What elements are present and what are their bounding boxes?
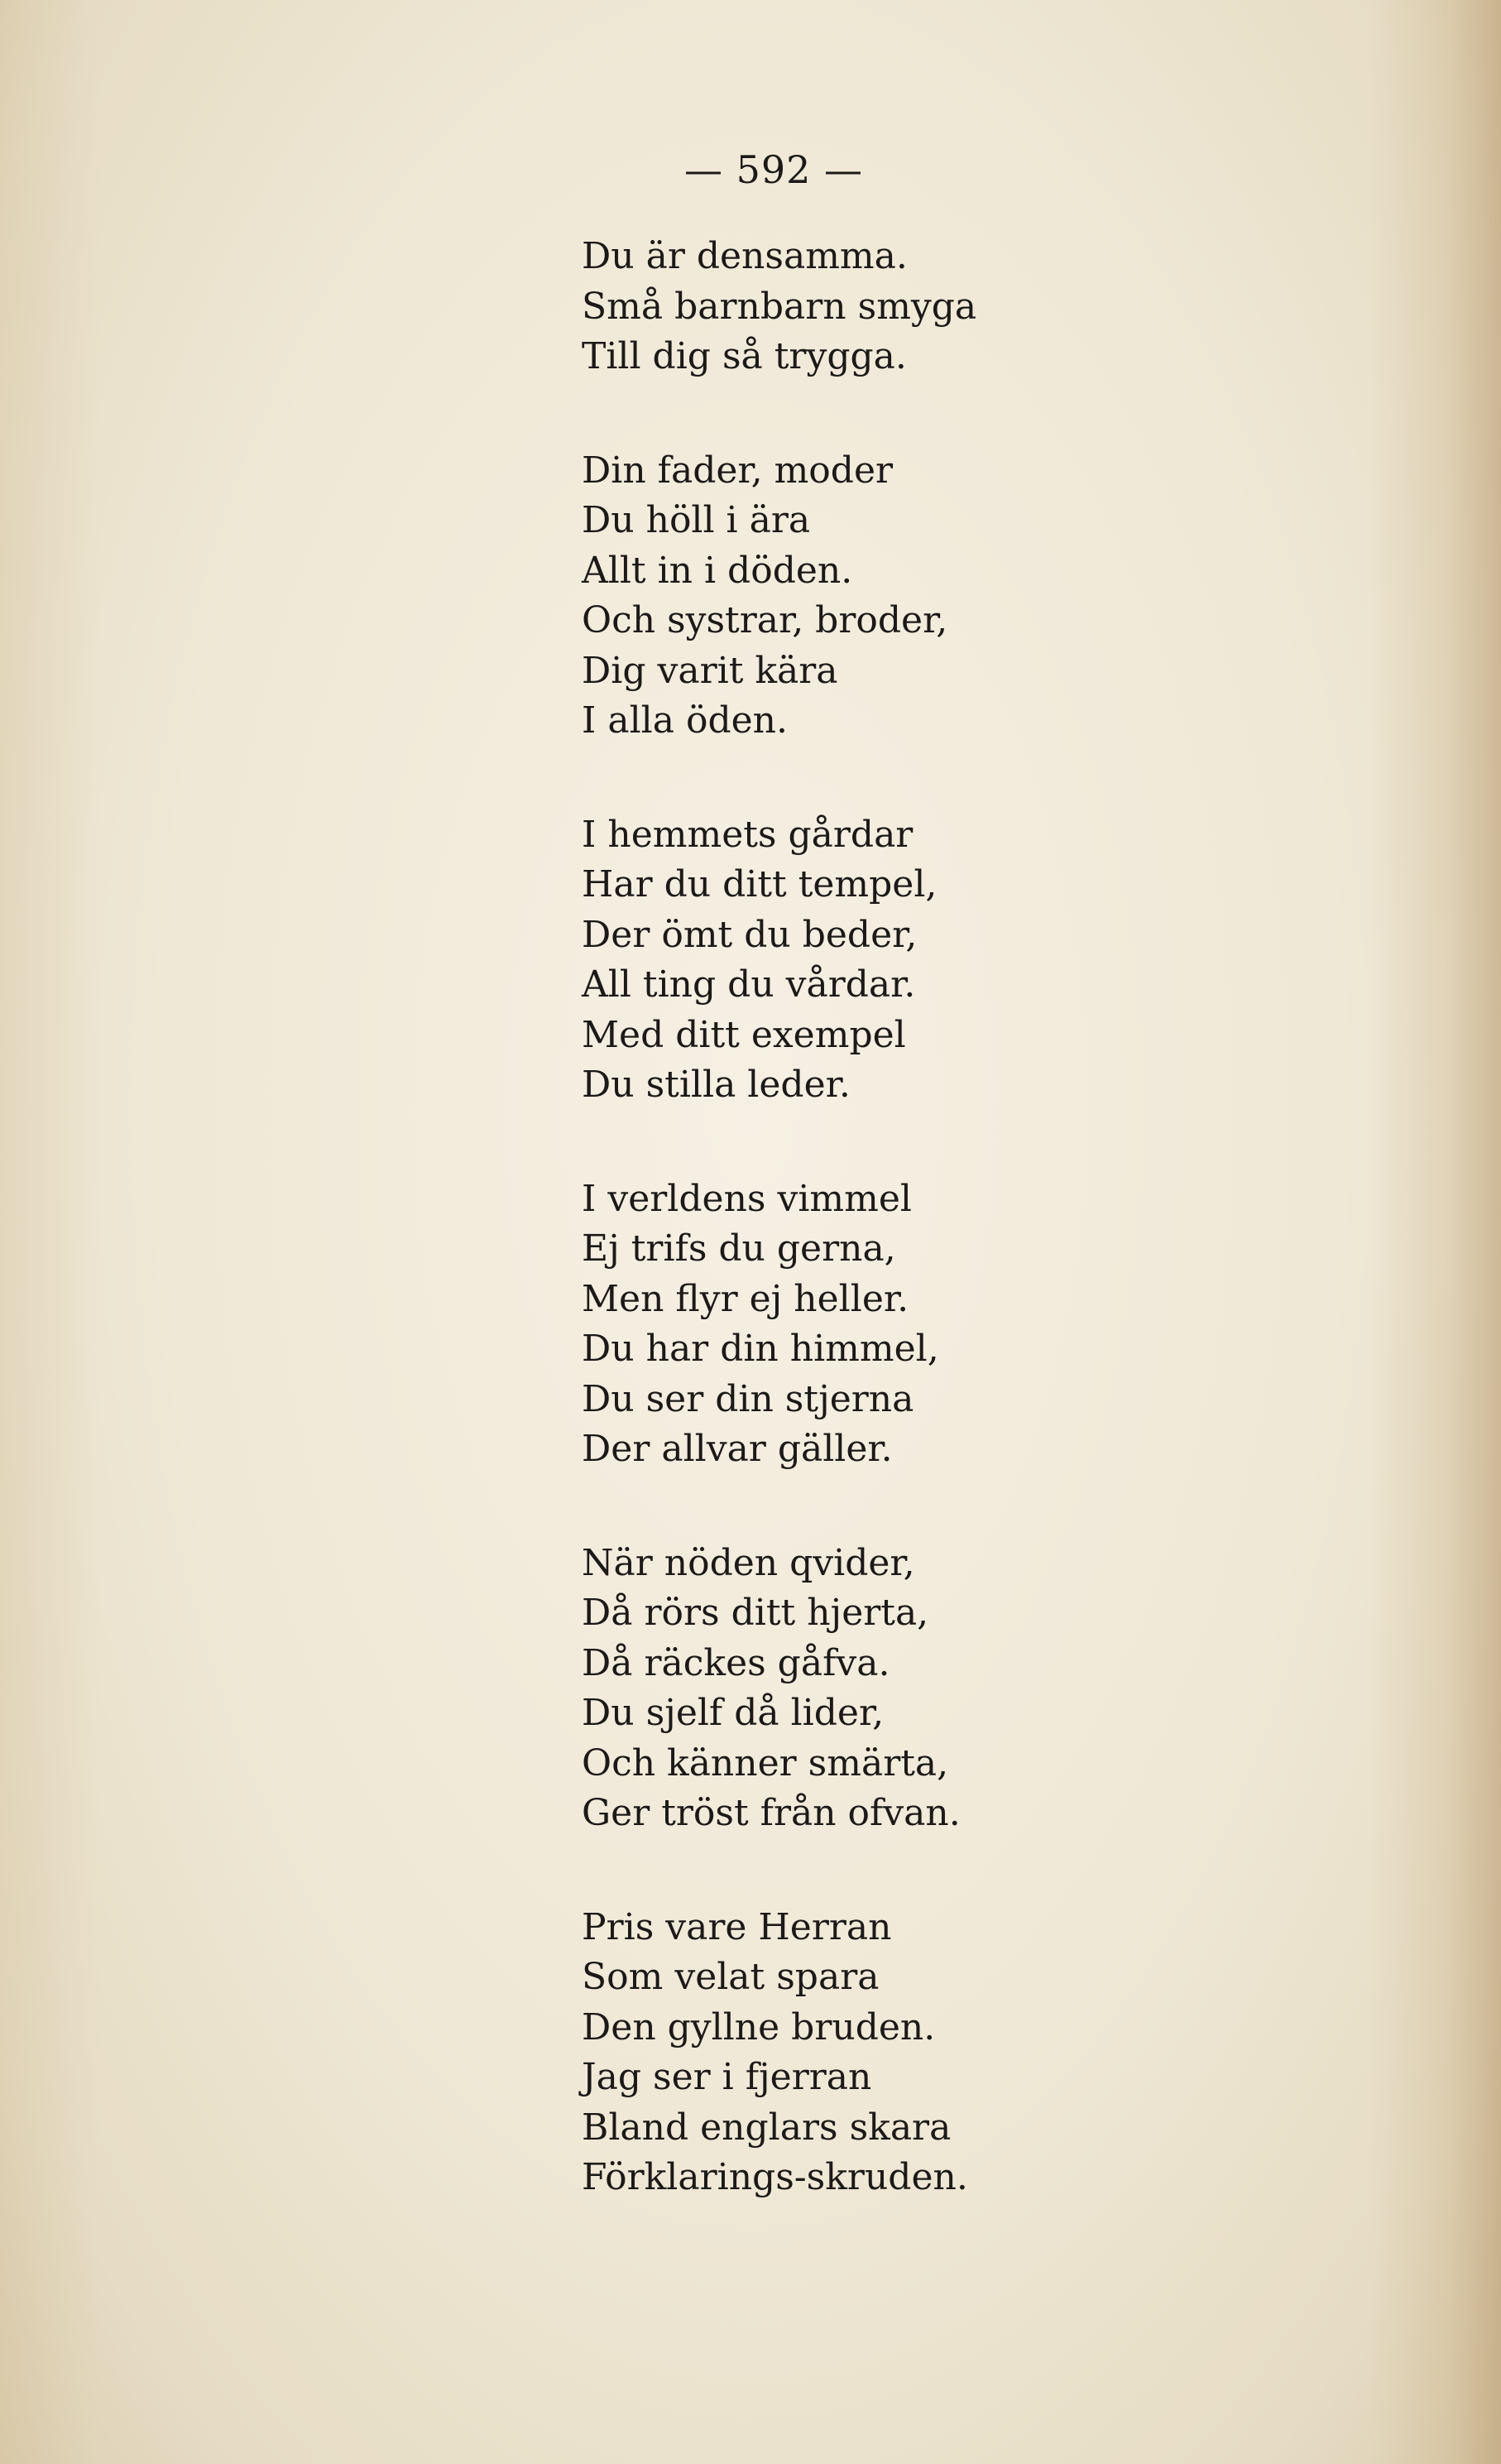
poem-line: Små barnbarn smyga — [582, 285, 977, 328]
poem-line: Ger tröst från ofvan. — [582, 1792, 961, 1834]
stanza-2 — [582, 446, 1409, 747]
poem-line: Din fader, moder — [582, 449, 894, 492]
poem-line: Den gyllne bruden. — [582, 2005, 936, 2049]
poem-line: Allt in i döden. — [582, 549, 853, 592]
poem — [582, 232, 1409, 2267]
page-number: — 592 — — [683, 147, 864, 192]
stanza-5 — [582, 1539, 1409, 1839]
poem-line: Der allvar gäller. — [582, 1428, 893, 1470]
stanza-4 — [582, 1174, 1409, 1475]
stanza-3 — [582, 810, 1409, 1111]
poem-line: I verldens vimmel — [582, 1177, 912, 1220]
poem-line: Som velat spara — [582, 1956, 880, 1998]
poem-line: Och systrar, broder, — [582, 599, 948, 641]
poem-line: Pris vare Herran — [582, 1905, 892, 1948]
poem-line: När nöden qvider, — [582, 1541, 915, 1584]
poem-line: Har du ditt tempel, — [582, 863, 938, 905]
poem-line: Du har din himmel, — [582, 1328, 939, 1370]
poem-line: Du ser din stjerna — [582, 1377, 914, 1420]
stanza-1 — [582, 232, 1409, 382]
poem-line: Jag ser i fjerran — [582, 2056, 872, 2098]
poem-line: Då rörs ditt hjerta, — [582, 1592, 929, 1634]
poem-line: Förklarings-skruden. — [582, 2156, 968, 2198]
page-edge-shadow-left — [0, 0, 99, 2464]
poem-line: Bland englars skara — [582, 2106, 952, 2149]
poem-line: Du är densamma. — [582, 235, 908, 277]
poem-line: Med ditt exempel — [582, 1013, 906, 1056]
poem-line: I alla öden. — [582, 699, 788, 742]
poem-line: Och känner smärta, — [582, 1741, 949, 1784]
poem-line: Dig varit kära — [582, 649, 838, 692]
poem-line: Du sjelf då lider, — [582, 1692, 885, 1734]
poem-line: Då räckes gåfva. — [582, 1641, 890, 1684]
stanza-6 — [582, 1903, 1409, 2203]
poem-line: All ting du vårdar. — [582, 963, 916, 1006]
poem-line: Till dig så trygga. — [582, 335, 907, 377]
poem-line: Ej trifs du gerna, — [582, 1227, 896, 1270]
poem-line: Du stilla leder. — [582, 1064, 851, 1106]
poem-line: I hemmets gårdar — [582, 813, 914, 856]
poem-line: Du höll i ära — [582, 499, 811, 541]
poem-line: Men flyr ej heller. — [582, 1277, 909, 1320]
poem-line: Der ömt du beder, — [582, 913, 918, 956]
